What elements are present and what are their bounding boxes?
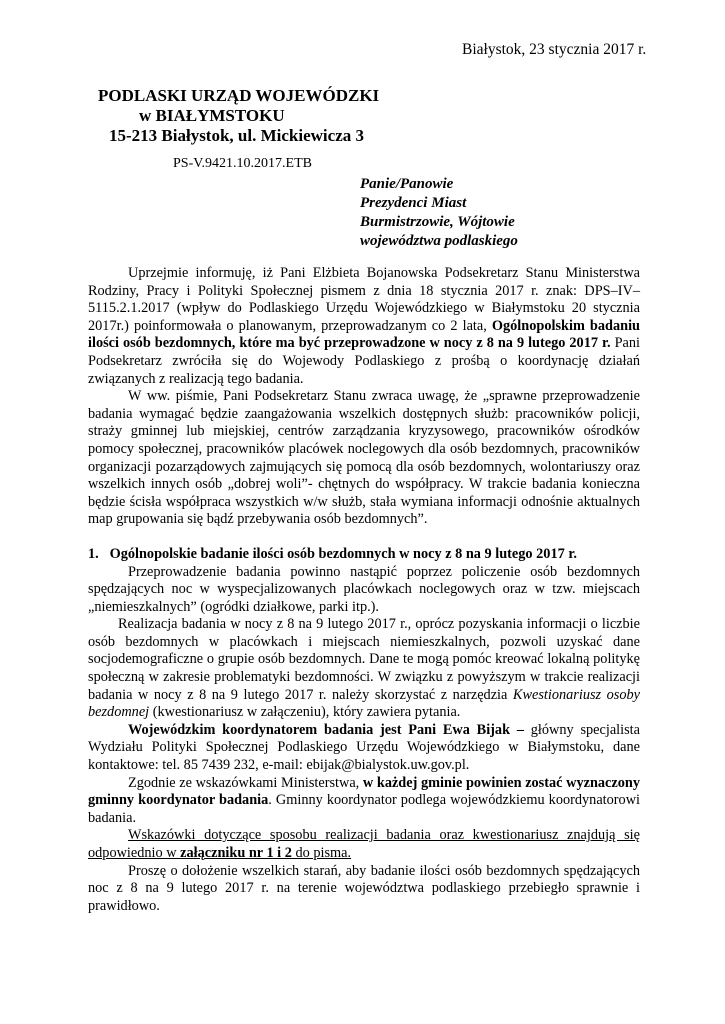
text-span: Zgodnie ze wskazówkami Ministerstwa, — [128, 774, 363, 791]
paragraph-quote: W ww. piśmie, Pani Podsekretarz Stanu zwraca uwagę, że „sprawne przeprowadzenie badania wymagać będzie zaangażowania wszelkich dostępnych służb: pracowników policji, straży gminnej lub miejskiej, centrów zarządzania kryzysowego, pracowników ośrodków pomocy społecznej, pracowników placówek noclegowych dla osób bezdomnych, pracowników organizacji pozarządowych zajmujących się pomocą dla osób bezdomnych, wolontariuszy oraz wszelkich innych osób „dobrej woli”- chętnych do współpracy. W trakcie badania konieczna będzie ścisła współpraca wszystkich w/w służb, stała wymiana informacji odnośnie aktualnych map grupowania się bądź przebywania osób bezdomnych”. — [88, 388, 640, 528]
text-span: Wskazówki dotyczące sposobu realizacji badania oraz kwestionariusz znajdują się odpowiednio w — [88, 827, 640, 861]
bold-span: w każdej gminie powinien zostać wyznaczony gminny koordynator badania — [88, 774, 640, 809]
italic-span: Kwestionariusz osoby bezdomnej — [88, 686, 641, 721]
recipient-line: Panie/Panowie — [360, 176, 454, 192]
text-span: do pisma. — [291, 845, 352, 861]
recipients-block — [360, 175, 518, 251]
letter-date: Białystok, 23 stycznia 2017 r. — [462, 41, 647, 58]
office-city: w BIAŁYMSTOKU — [139, 106, 285, 125]
section-number: 1. — [88, 545, 99, 562]
bold-span: Ogólnopolskim badaniu ilości osób bezdomnych, które ma być przeprowadzone w nocy z 8 na 9 lutego 2017 r. — [88, 317, 641, 352]
sender-office-block — [98, 86, 379, 146]
text-span: główny specjalista Wydziału Polityki Społecznej Podlaskiego Urzędu Wojewódzkiego w Białymstoku, dane kontaktowe: tel. 85 7439 232, e-mail: ebijak@bialystok.uw.gov.pl. — [88, 721, 641, 774]
paragraph-closing: Proszę o dołożenie wszelkich starań, aby badanie ilości osób bezdomnych spędzających noc z 8 na 9 lutego 2017 r. na terenie województwa podlaskiego przebiegło sprawnie i prawidłowo. — [88, 862, 640, 914]
paragraph-coordinator — [88, 722, 640, 775]
section-heading — [88, 546, 640, 564]
reference-number: PS-V.9421.10.2017.ETB — [173, 156, 312, 171]
recipient-line: Prezydenci Miast — [360, 195, 467, 211]
paragraph-municipal-coordinator — [88, 775, 640, 828]
recipient-line: Burmistrzowie, Wójtowie — [360, 214, 515, 230]
text-span: (kwestionariusz w załączeniu), który zawiera pytania. — [149, 704, 461, 721]
letter-body — [88, 265, 640, 915]
paragraph-intro — [88, 265, 640, 388]
text-span: Pani Podsekretarz zwróciła się do Wojewody Podlaskiego z prośbą o koordynację działań związanych z realizacją tego badania. — [88, 335, 640, 387]
bold-span: załączniku nr 1 i 2 — [180, 845, 292, 861]
text-span: Realizacja badania w nocy z 8 na 9 lutego 2017 r., oprócz pozyskania informacji o liczbie osób bezdomnych w placówkach i miejscach niemieszkalnych, pozwoli uzyskać dane socjodemograficzne o grupie osób bezdomnych. Dane te mogą pomóc kreować lokalną politykę społeczną w zakresie problematyki bezdomności. W związku z powyższym w trakcie realizacji badania w nocy z 8 na 9 lutego 2017 r. należy skorzystać z narzędzia — [88, 616, 640, 703]
recipient-line: województwa podlaskiego — [360, 233, 518, 249]
bold-span: Wojewódzkim koordynatorem badania jest Pani Ewa Bijak – — [128, 721, 524, 738]
section-title: Ogólnopolskie badanie ilości osób bezdomnych w nocy z 8 na 9 lutego 2017 r. — [109, 545, 577, 562]
office-name: PODLASKI URZĄD WOJEWÓDZKI — [98, 86, 380, 105]
paragraph-method: Przeprowadzenie badania powinno nastąpić poprzez policzenie osób bezdomnych spędzających noc w wyspecjalizowanych placówkach noclegowych oraz w tzw. miejscach „niemieszkalnych” (ogródki działkowe, parki itp.). — [88, 563, 640, 615]
paragraph-attachments — [88, 827, 640, 862]
office-address: 15-213 Białystok, ul. Mickiewicza 3 — [109, 126, 364, 145]
paragraph-realization — [88, 616, 640, 722]
text-span: . Gminny koordynator podlega wojewódzkiemu koordynatorowi badania. — [88, 792, 640, 826]
text-span: Uprzejmie informuję, iż Pani Elżbieta Bojanowska Podsekretarz Stanu Ministerstwa Rodziny, Pracy i Polityki Społecznej pismem z dnia 18 stycznia 2017 r. znak: DPS–IV–5115.2.1.2017 (wpływ do Podlaskiego Urzędu Wojewódzkiego w Białymstoku 20 stycznia 2017r.) poinformowała o planowanym, przeprowadzanym co 2 lata, — [88, 265, 640, 334]
